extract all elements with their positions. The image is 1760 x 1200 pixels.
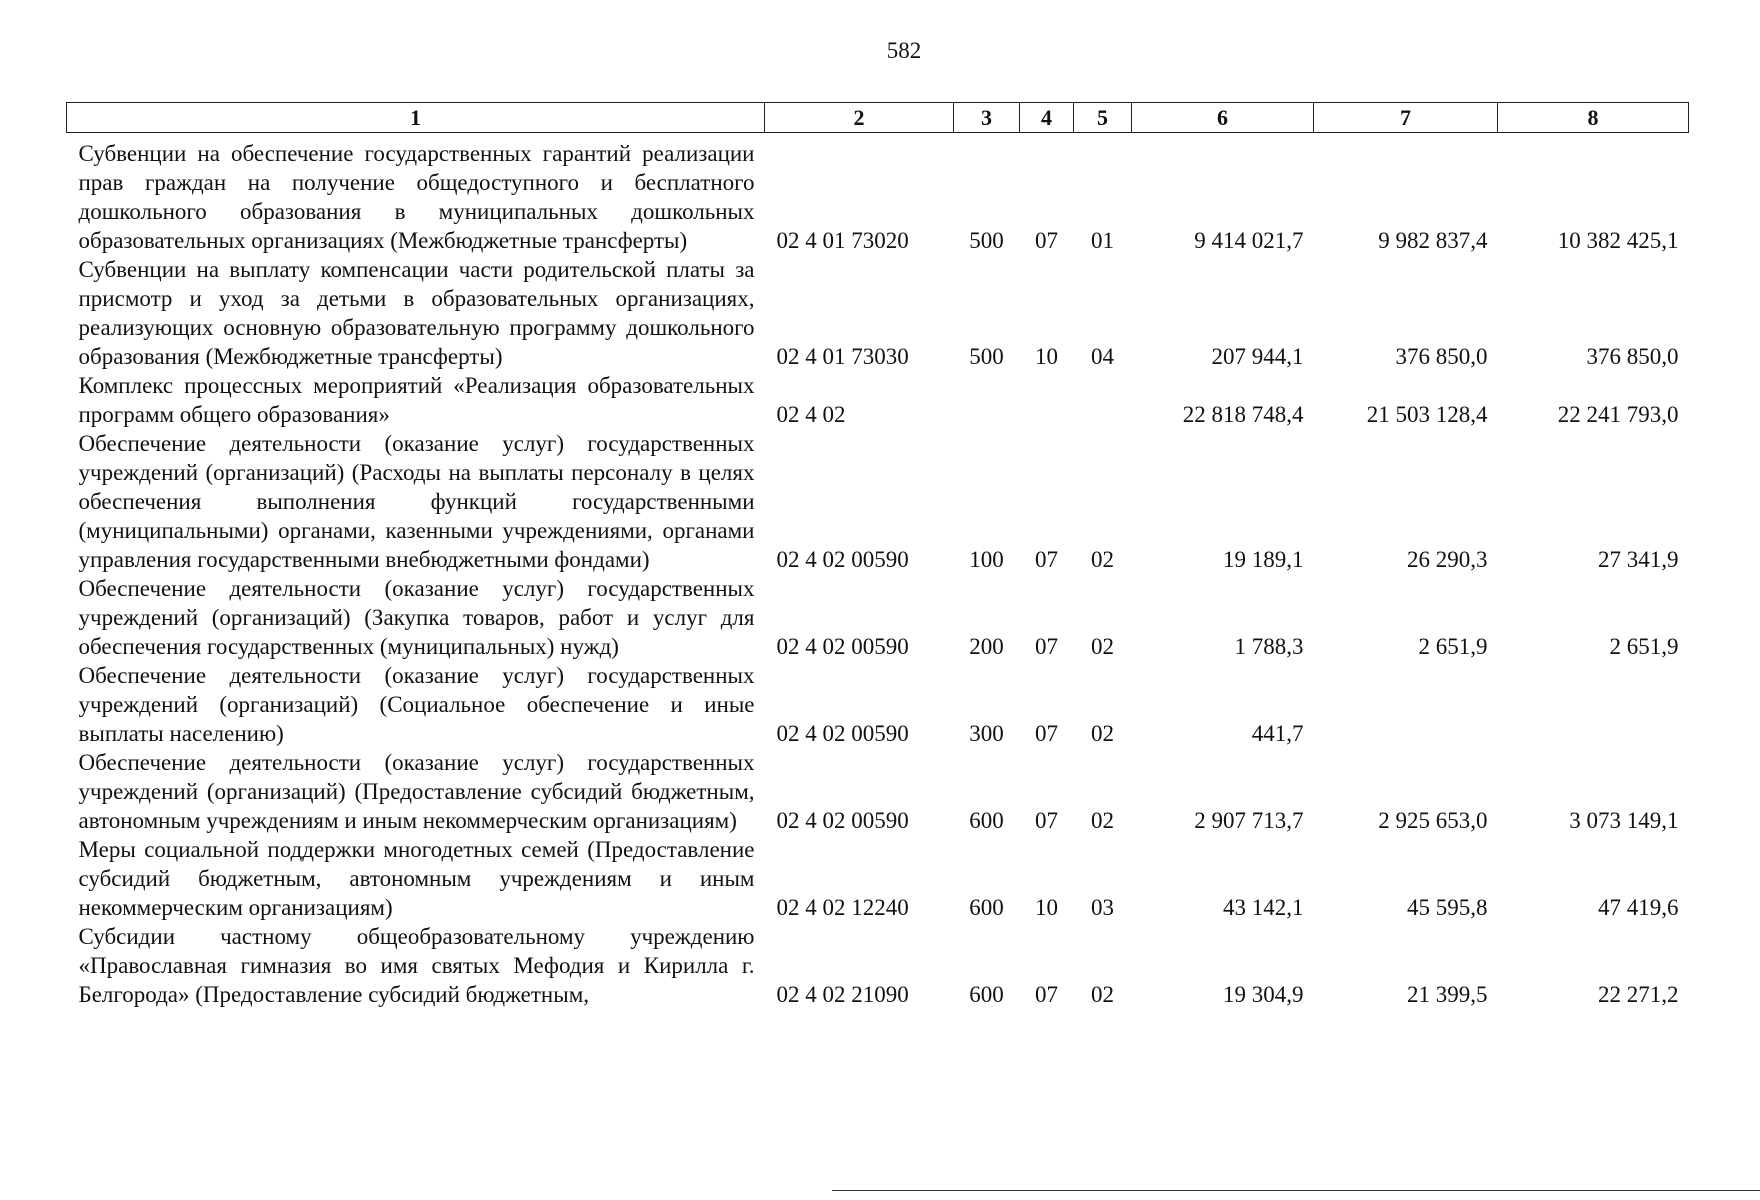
- row-code: 02 4 02: [776, 402, 846, 427]
- row-col-3: 600: [969, 808, 1004, 833]
- table-row: [67, 748, 1689, 835]
- row-code: 02 4 02 12240: [776, 895, 909, 920]
- row-description: Субвенции на выплату компенсации части родительской платы за присмотр и уход за детьми в образовательных организациях, реализующих основную образовательную программу дошкольного образования (Межбюджетные трансферты): [78, 257, 755, 369]
- table-row: [67, 133, 1689, 256]
- row-value-7: [1314, 661, 1498, 748]
- row-col-4: 07: [1035, 547, 1058, 572]
- row-col-5: 02: [1091, 982, 1114, 1007]
- row-value-6: 43 142,1: [1223, 895, 1304, 920]
- budget-table: [66, 102, 1689, 1009]
- row-col-4: 07: [1035, 808, 1058, 833]
- row-description: Обеспечение деятельности (оказание услуг) государственных учреждений (организаций) (Предоставление субсидий бюджетным, автономным учреждениям и иным некоммерческим организациям): [78, 750, 755, 833]
- row-description: Субвенции на обеспечение государственных гарантий реализации прав граждан на получение общедоступного и бесплатного дошкольного образования в муниципальных дошкольных образовательных организациях (Межбюджетные трансферты): [78, 141, 755, 253]
- row-description: Субсидии частному общеобразовательному учреждению «Православная гимназия во имя святых Мефодия и Кирилла г. Белгорода» (Предоставление субсидий бюджетным,: [78, 924, 755, 1007]
- row-value-8: 3 073 149,1: [1569, 808, 1679, 833]
- row-code: 02 4 02 00590: [776, 634, 909, 659]
- row-value-7: 376 850,0: [1395, 344, 1488, 369]
- row-value-6: 9 414 021,7: [1194, 228, 1304, 253]
- row-col-3: 600: [969, 982, 1004, 1007]
- row-value-6: 207 944,1: [1211, 344, 1304, 369]
- table-row: [67, 661, 1689, 748]
- row-code: 02 4 01 73020: [776, 228, 909, 253]
- row-value-8: 47 419,6: [1598, 895, 1679, 920]
- table-row: [67, 429, 1689, 574]
- row-value-8: 27 341,9: [1598, 547, 1679, 572]
- row-col-3: 200: [969, 634, 1004, 659]
- row-col-4: [1020, 371, 1074, 429]
- row-value-7: 21 503 128,4: [1366, 402, 1488, 427]
- table-row: [67, 574, 1689, 661]
- row-code: 02 4 01 73030: [776, 344, 909, 369]
- header-col-1: 1: [67, 103, 765, 133]
- row-value-7: 2 925 653,0: [1378, 808, 1488, 833]
- row-value-6: 19 189,1: [1223, 547, 1304, 572]
- row-value-8: 22 241 793,0: [1557, 402, 1679, 427]
- row-value-7: 26 290,3: [1407, 547, 1488, 572]
- row-value-6: 19 304,9: [1223, 982, 1304, 1007]
- row-code: 02 4 02 00590: [776, 547, 909, 572]
- row-value-6: 22 818 748,4: [1182, 402, 1304, 427]
- row-col-4: 10: [1035, 344, 1058, 369]
- row-code: 02 4 02 00590: [776, 808, 909, 833]
- row-description: Обеспечение деятельности (оказание услуг) государственных учреждений (организаций) (Закупка товаров, работ и услуг для обеспечения государственных (муниципальных) нужд): [78, 576, 755, 659]
- header-col-3: 3: [954, 103, 1020, 133]
- row-col-4: 10: [1035, 895, 1058, 920]
- table-row: [67, 255, 1689, 371]
- row-value-7: 45 595,8: [1407, 895, 1488, 920]
- row-col-3: 500: [969, 228, 1004, 253]
- table-row: [67, 371, 1689, 429]
- row-value-6: 2 907 713,7: [1194, 808, 1304, 833]
- header-col-2: 2: [765, 103, 954, 133]
- row-col-4: 07: [1035, 634, 1058, 659]
- row-col-5: 03: [1091, 895, 1114, 920]
- row-col-4: 07: [1035, 228, 1058, 253]
- row-description: Комплекс процессных мероприятий «Реализация образовательных программ общего образования»: [78, 373, 755, 427]
- row-col-5: [1074, 371, 1132, 429]
- header-col-5: 5: [1074, 103, 1132, 133]
- header-col-7: 7: [1314, 103, 1498, 133]
- row-col-3: [954, 371, 1020, 429]
- row-col-5: 04: [1091, 344, 1114, 369]
- row-col-3: 100: [969, 547, 1004, 572]
- header-col-8: 8: [1498, 103, 1689, 133]
- row-col-5: 02: [1091, 634, 1114, 659]
- table-row: [67, 835, 1689, 922]
- row-value-6: 441,7: [1251, 721, 1304, 746]
- row-col-4: 07: [1035, 721, 1058, 746]
- row-code: 02 4 02 00590: [776, 721, 909, 746]
- row-description: Меры социальной поддержки многодетных семей (Предоставление субсидий бюджетным, автономным учреждениям и иным некоммерческим организациям): [78, 837, 755, 920]
- row-col-5: 02: [1091, 808, 1114, 833]
- row-col-3: 300: [969, 721, 1004, 746]
- row-col-5: 01: [1091, 228, 1114, 253]
- row-value-6: 1 788,3: [1234, 634, 1304, 659]
- row-value-8: 22 271,2: [1598, 982, 1679, 1007]
- row-value-8: 10 382 425,1: [1557, 228, 1679, 253]
- row-description: Обеспечение деятельности (оказание услуг) государственных учреждений (организаций) (Социальное обеспечение и иные выплаты населению): [78, 663, 755, 746]
- row-value-8: [1498, 661, 1689, 748]
- header-col-4: 4: [1020, 103, 1074, 133]
- row-description: Обеспечение деятельности (оказание услуг) государственных учреждений (организаций) (Расходы на выплаты персоналу в целях обеспечения выполнения функций государственными (муниципальными) органами, казенными учреждениями, органами управления государственными внебюджетными фондами): [78, 431, 755, 572]
- bottom-divider: [832, 1190, 1760, 1191]
- row-code: 02 4 02 21090: [776, 982, 909, 1007]
- row-col-5: 02: [1091, 721, 1114, 746]
- row-value-8: 2 651,9: [1609, 634, 1679, 659]
- row-col-3: 600: [969, 895, 1004, 920]
- table-row: [67, 922, 1689, 1009]
- row-col-5: 02: [1091, 547, 1114, 572]
- table-header-row: [67, 103, 1689, 133]
- row-value-7: 2 651,9: [1418, 634, 1488, 659]
- row-value-7: 9 982 837,4: [1378, 228, 1488, 253]
- row-col-4: 07: [1035, 982, 1058, 1007]
- header-col-6: 6: [1132, 103, 1314, 133]
- row-value-7: 21 399,5: [1407, 982, 1488, 1007]
- page-number: 582: [886, 38, 922, 63]
- row-value-8: 376 850,0: [1586, 344, 1679, 369]
- row-col-3: 500: [969, 344, 1004, 369]
